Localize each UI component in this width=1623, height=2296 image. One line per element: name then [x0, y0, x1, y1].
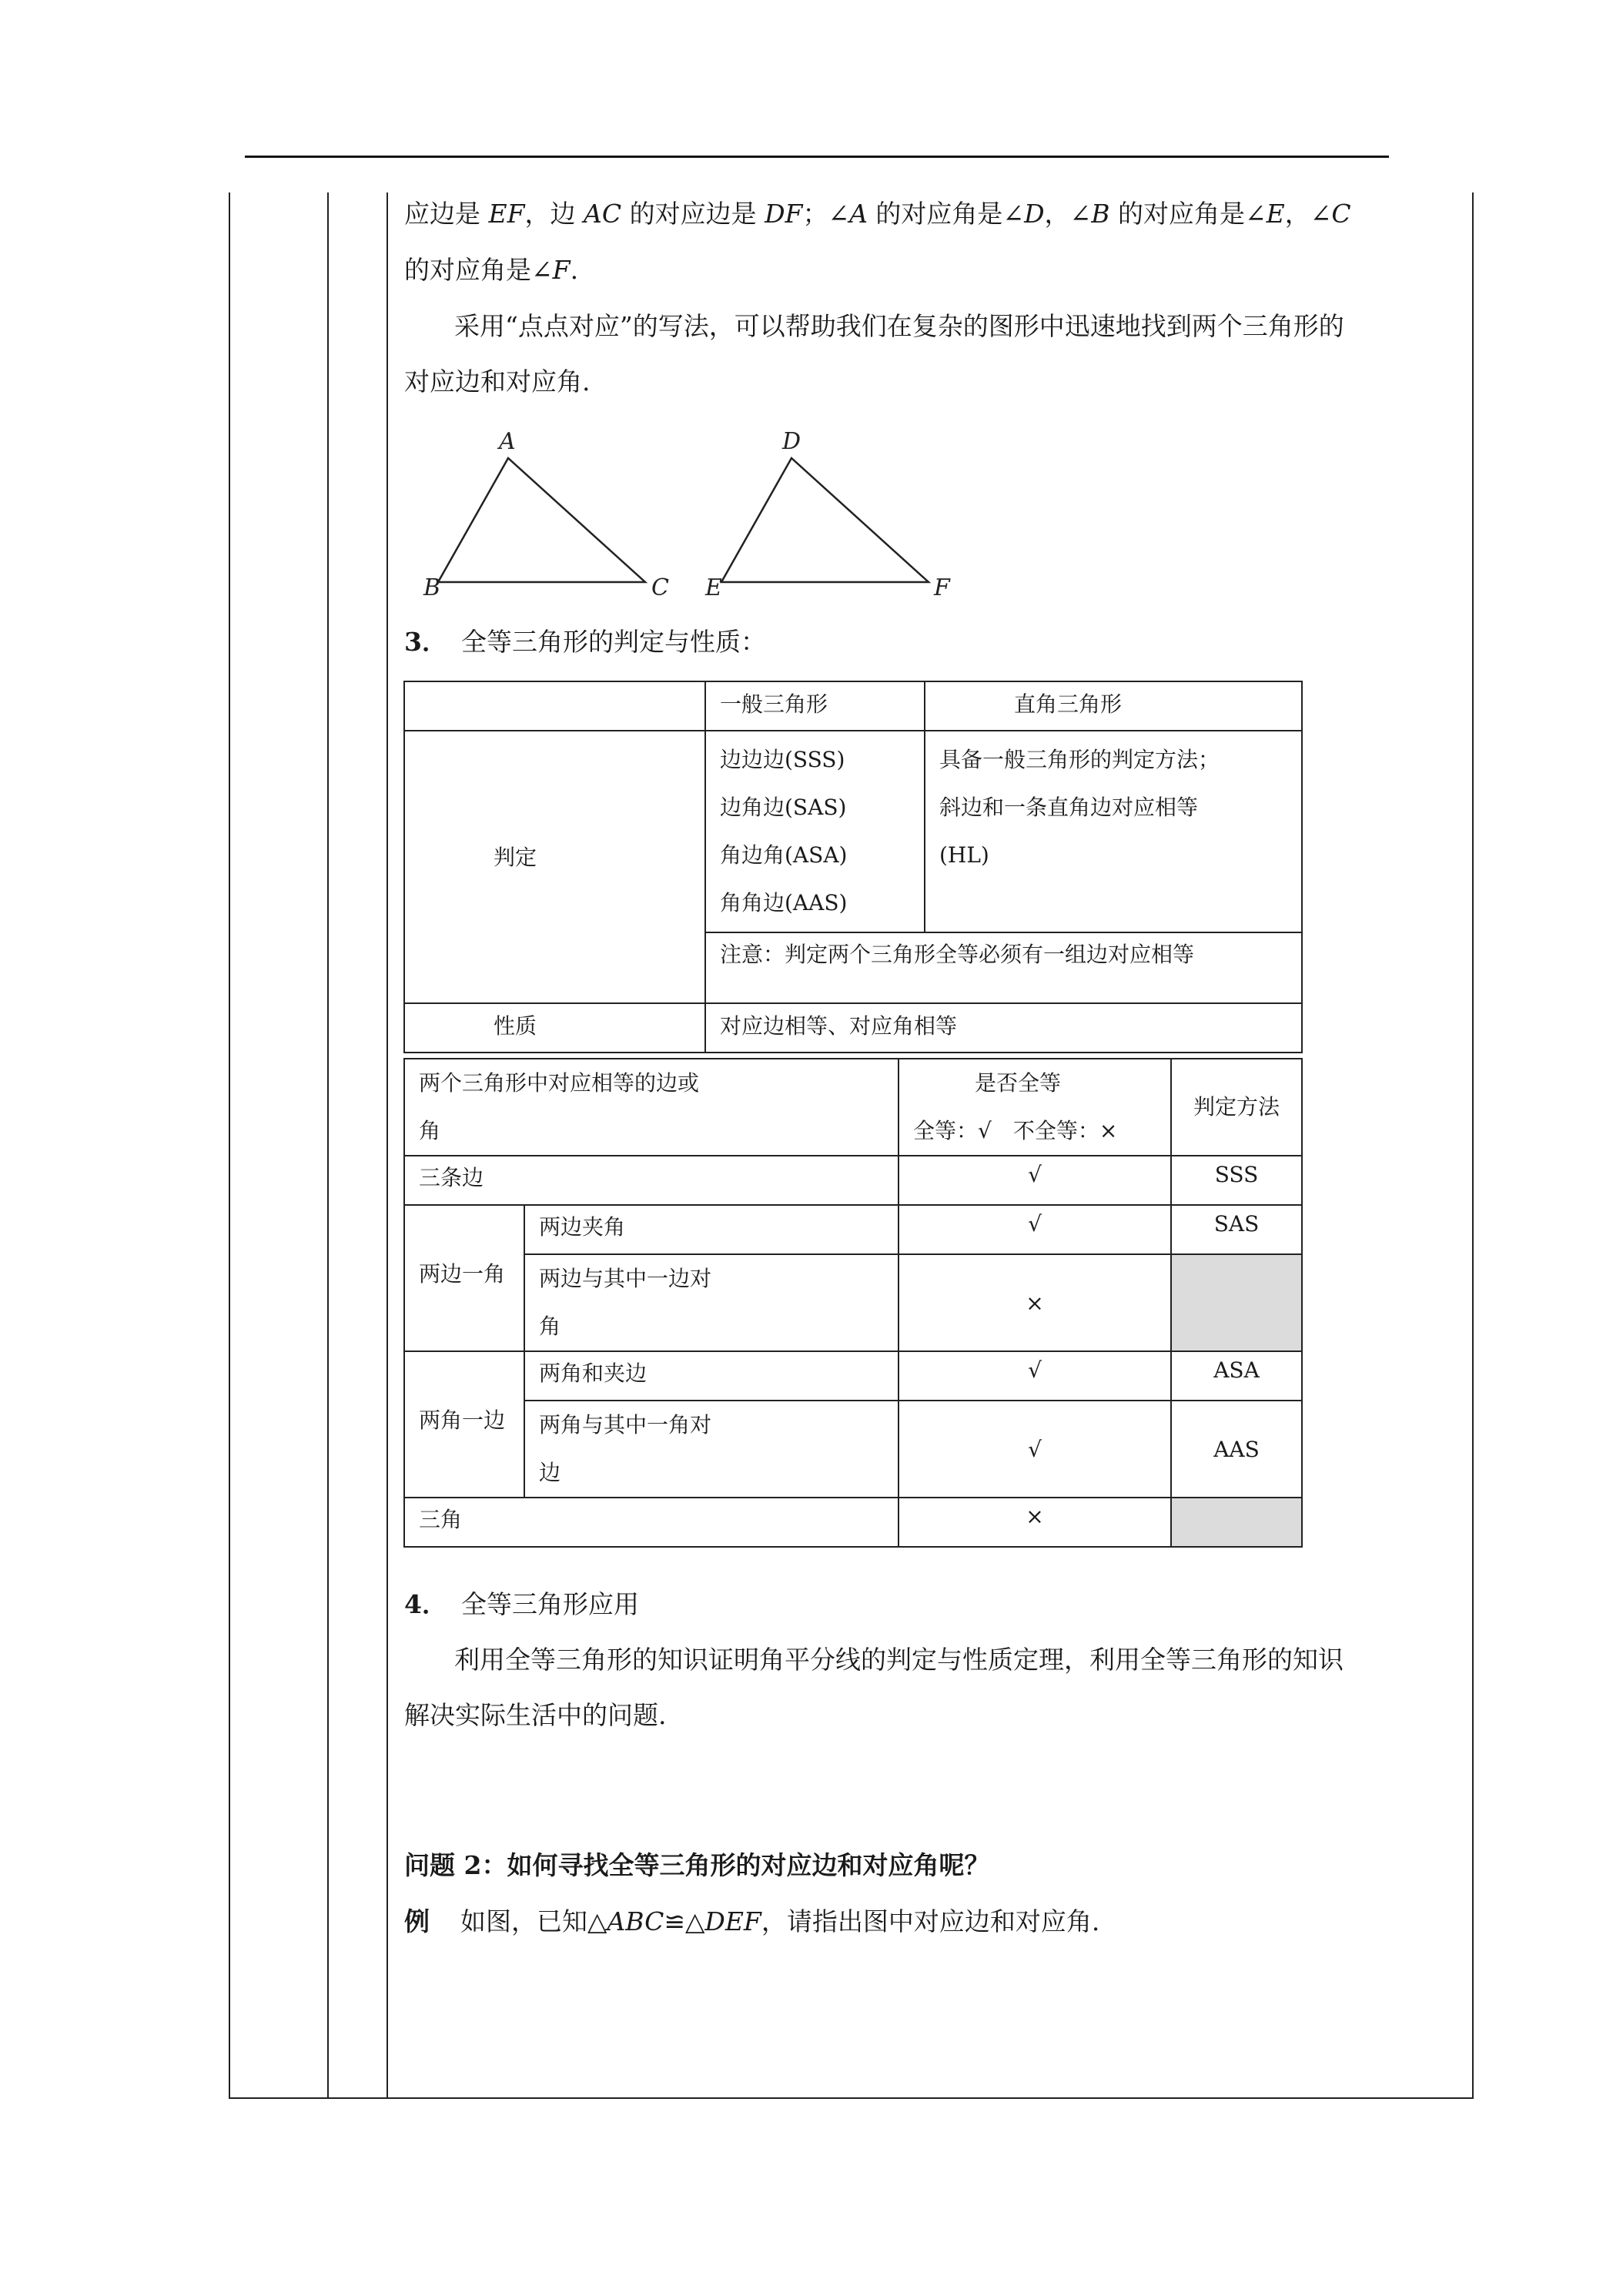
vertex-label-f: F [934, 574, 950, 601]
section-3-number: 3． [404, 627, 447, 657]
frame-bottom-border [229, 2097, 1474, 2099]
judgement-table [403, 681, 1303, 1053]
property-text: 对应边相等、对应角相等 [720, 1013, 958, 1039]
frame-left-border [229, 192, 230, 2099]
general-methods: 边边边(SSS) 边角边(SAS) 角边角(ASA) 角角边(AAS) [720, 747, 848, 915]
section-4-heading [404, 1589, 639, 1620]
vertex-label-e: E [705, 574, 722, 601]
vertex-label-a: A [499, 428, 516, 455]
row-label-judge: 判定 [494, 845, 537, 870]
paragraph-line-3: 采用“点点对应”的写法，可以帮助我们在复杂的图形中迅速地找到两个三角形的 [454, 311, 1344, 341]
triangle-abc [438, 458, 645, 582]
triangle-def [721, 458, 929, 582]
header-rule [245, 156, 1389, 158]
table-row: 两边一角 两边夹角 √ SAS [404, 1205, 1302, 1254]
question-2-heading: 问题 2：如何寻找全等三角形的对应边和对应角呢？ [404, 1850, 990, 1880]
congruence-condition-table [403, 1058, 1303, 1548]
section-3-heading [404, 627, 766, 658]
paragraph-line-4: 对应边和对应角. [404, 366, 591, 397]
table-row: 两边与其中一边对 角 × [404, 1254, 1302, 1351]
right-methods: 具备一般三角形的判定方法； 斜边和一条直角边对应相等 (HL) [939, 747, 1220, 868]
table2-header-elements: 两个三角形中对应相等的边或 角 [419, 1070, 700, 1143]
frame-right-border [1472, 192, 1474, 2099]
header-general-triangle: 一般三角形 [720, 691, 828, 717]
table-row: 两角与其中一角对 边 √ AAS [404, 1401, 1302, 1498]
table2-header-congruent: 是否全等 全等：√ 不全等：× [913, 1070, 1118, 1143]
table-row: 两角一边 两角和夹边 √ ASA [404, 1351, 1302, 1401]
example-label: 例 [404, 1906, 430, 1936]
table-row: 三条边 √ SSS [404, 1156, 1302, 1205]
vertex-label-b: B [423, 574, 441, 601]
vertex-label-d: D [782, 428, 801, 455]
grey-cell [1171, 1254, 1302, 1351]
vertex-label-c: C [651, 574, 669, 601]
example-line: 例 如图，已知△ABC≌△DEF，请指出图中对应边和对应角. [404, 1906, 1100, 1936]
section-4-paragraph-line-2: 解决实际生活中的问题. [404, 1700, 667, 1730]
section-4-paragraph-line-1: 利用全等三角形的知识证明角平分线的判定与性质定理，利用全等三角形的知识 [454, 1645, 1344, 1675]
section-4-number: 4． [404, 1589, 447, 1619]
frame-col-divider-2 [387, 192, 388, 2099]
paragraph-line-1: 应边是 EF，边 AC 的对应边是 DF；∠A 的对应角是∠D，∠B 的对应角是∠E，∠C [404, 199, 1351, 229]
grey-cell [1171, 1498, 1302, 1547]
table2-header-method: 判定方法 [1193, 1094, 1280, 1120]
section-3-title: 全等三角形的判定与性质： [460, 627, 766, 657]
judgement-note: 注意：判定两个三角形全等必须有一组边对应相等 [720, 942, 1195, 967]
header-right-triangle: 直角三角形 [1014, 691, 1123, 717]
frame-col-divider-1 [327, 192, 329, 2099]
row-label-property: 性质 [494, 1013, 537, 1039]
paragraph-line-2: 的对应角是∠F. [404, 255, 579, 285]
triangles-figure [416, 420, 970, 608]
section-4-title: 全等三角形应用 [460, 1589, 639, 1619]
table-row: 三角 × [404, 1498, 1302, 1547]
